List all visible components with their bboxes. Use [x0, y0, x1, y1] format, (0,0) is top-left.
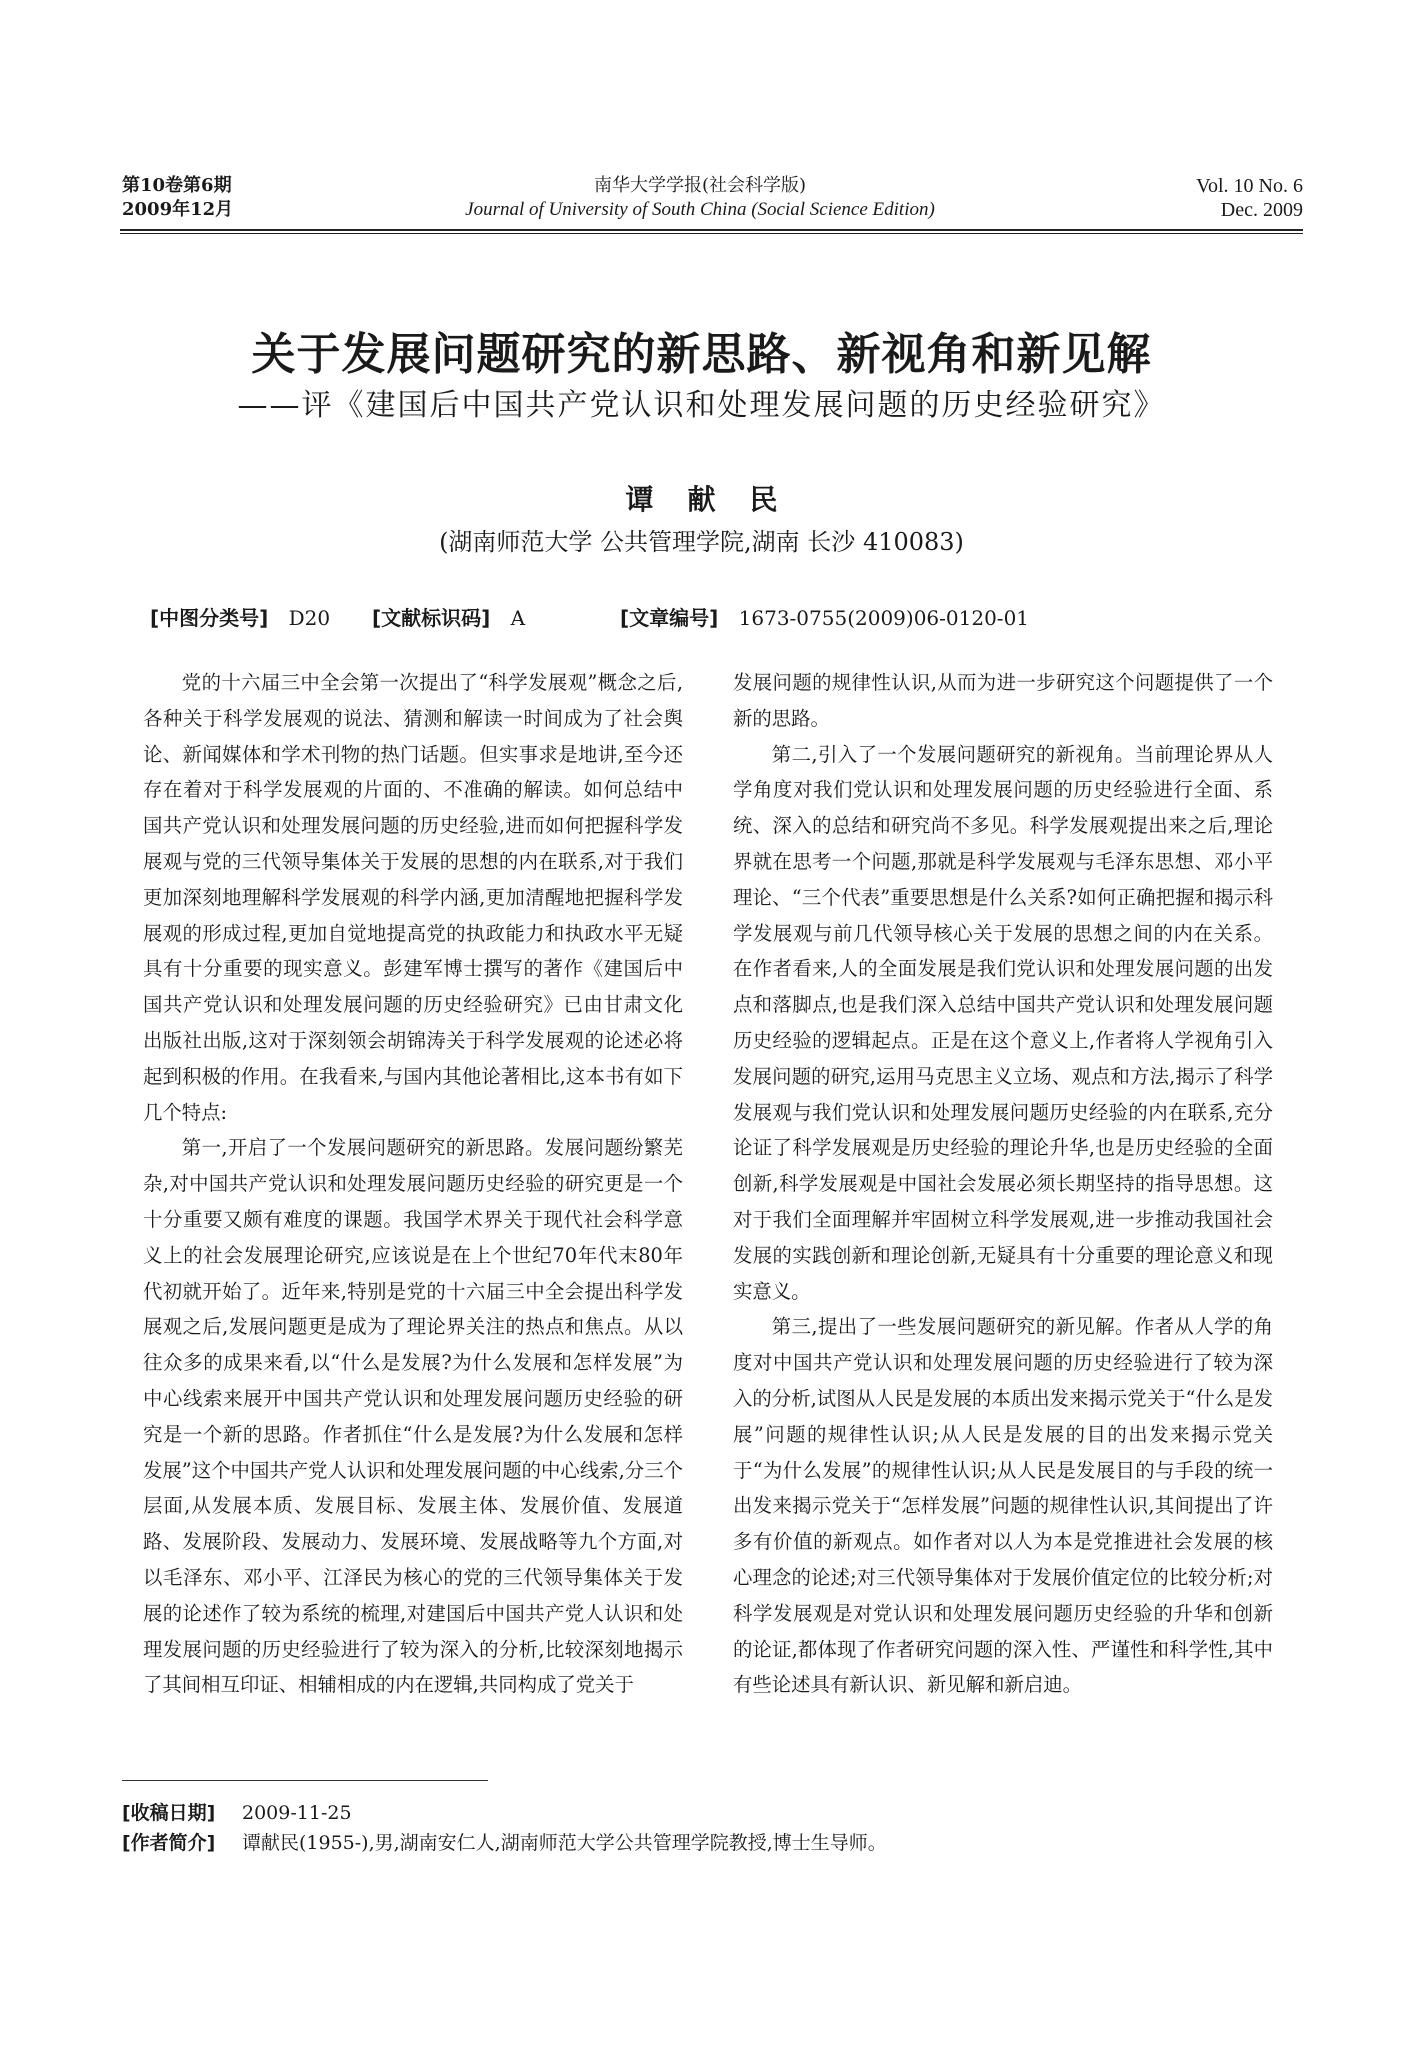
doc-value: A [510, 606, 526, 630]
paragraph: 发展问题的规律性认识,从而为进一步研究这个问题提供了一个新的思路。 [733, 671, 1273, 730]
running-header-right [1196, 174, 1303, 222]
document-code-meta [372, 602, 525, 631]
footnote-author-bio [122, 1830, 887, 1856]
volume-en: Vol. 10 No. 6 [1196, 175, 1303, 197]
article-number-meta [620, 602, 1029, 631]
running-header-left [122, 174, 233, 222]
class-value: D20 [288, 606, 331, 630]
body-column-left [143, 665, 683, 1703]
footnote-rule [122, 1780, 488, 1781]
article-no-value: 1673-0755(2009)06-0120-01 [738, 606, 1030, 630]
body-column-right [733, 665, 1273, 1703]
footnote-received [122, 1800, 352, 1826]
paragraph: 第三,提出了一些发展问题研究的新见解。作者从人学的角度对中国共产党认识和处理发展问题的历史经验进行了较为深入的分析,试图从人民是发展的本质出发来揭示党关于“什么是发展”问题的规律性认识;从人民是发展的目的出发来揭示党关于“为什么发展”的规律性认识;从人民是发展目的与手段的统一出发来揭示党关于“怎样发展”问题的规律性认识,其间提出了许多有价值的新观点。如作者对以人为本是党推进社会发展的核心理念的论述;对三代领导集体对于发展价值定位的比较分析;对科学发展观是对党认识和处理发展问题历史经验的升华和创新的论证,都体现了作者研究问题的深入性、严谨性和科学性,其中有些论述具有新认识、新见解和新启迪。 [733, 1315, 1273, 1697]
paragraph: 党的十六届三中全会第一次提出了“科学发展观”概念之后,各种关于科学发展观的说法、猜测和解读一时间成为了社会舆论、新闻媒体和学术刊物的热门话题。但实事求是地讲,至今还存在着对于科学发展观的片面的、不准确的解读。如何总结中国共产党认识和处理发展问题的历史经验,进而如何把握科学发展观与党的三代领导集体关于发展的思想的内在联系,对于我们更加深刻地理解科学发展观的科学内涵,更加清醒地把握科学发展观的形成过程,更加自觉地提高党的执政能力和执政水平无疑具有十分重要的现实意义。彭建军博士撰写的著作《建国后中国共产党认识和处理发展问题的历史经验研究》已由甘肃文化出版社出版,这对于深刻领会胡锦涛关于科学发展观的论述必将起到积极的作用。在我看来,与国内其他论著相比,这本书有如下几个特点: [143, 671, 683, 1124]
paragraph: 第一,开启了一个发展问题研究的新思路。发展问题纷繁芜杂,对中国共产党认识和处理发展问题历史经验的研究更是一个十分重要又颇有难度的课题。我国学术界关于现代社会科学意义上的社会发展理论研究,应该说是在上个世纪70年代末80年代初就开始了。近年来,特别是党的十六届三中全会提出科学发展观之后,发展问题更是成为了理论界关注的热点和焦点。从以往众多的成果来看,以“什么是发展?为什么发展和怎样发展”为中心线索来展开中国共产党认识和处理发展问题历史经验的研究是一个新的思路。作者抓住“什么是发展?为什么发展和怎样发展”这个中国共产党人认识和处理发展问题的中心线索,分三个层面,从发展本质、发展目标、发展主体、发展价值、发展道路、发展阶段、发展动力、发展环境、发展战略等九个方面,对以毛泽东、邓小平、江泽民为核心的党的三代领导集体关于发展的论述作了较为系统的梳理,对建国后中国共产党人认识和处理发展问题的历史经验进行了较为深入的分析,比较深刻地揭示了其间相互印证、相辅相成的内在逻辑,共同构成了党关于 [143, 1136, 683, 1697]
article-no-label: [文章编号] [620, 606, 719, 630]
issue-date-en: Dec. 2009 [1220, 199, 1303, 221]
class-label: [中图分类号] [150, 606, 269, 630]
author-name: 谭献民 [625, 483, 812, 516]
author-bio-label: [作者简介] [122, 1832, 216, 1854]
article-subtitle: ——评《建国后中国共产党认识和处理发展问题的历史经验研究》 [237, 388, 1166, 423]
header-rule-thin [120, 233, 1303, 234]
paragraph: 第二,引入了一个发展问题研究的新视角。当前理论界从人学角度对我们党认识和处理发展问题的历史经验进行全面、系统、深入的总结和研究尚不多见。科学发展观提出来之后,理论界就在思考一个问题,那就是科学发展观与毛泽东思想、邓小平理论、“三个代表”重要思想是什么关系?如何正确把握和揭示科学发展观与前几代领导核心关于发展的思想之间的内在关系。在作者看来,人的全面发展是我们党认识和处理发展问题的出发点和落脚点,也是我们深入总结中国共产党认识和处理发展问题历史经验的逻辑起点。正是在这个意义上,作者将人学视角引入发展问题的研究,运用马克思主义立场、观点和方法,揭示了科学发展观与我们党认识和处理发展问题历史经验的内在联系,充分论证了科学发展观是历史经验的理论升华,也是历史经验的全面创新,科学发展观是中国社会发展必须长期坚持的指导思想。这对于我们全面理解并牢固树立科学发展观,进一步推动我国社会发展的实践创新和理论创新,无疑具有十分重要的理论意义和现实意义。 [733, 742, 1273, 1303]
issue-date-cn: 2009年12月 [122, 199, 234, 220]
volume-issue: 第10卷第6期 [122, 175, 232, 196]
author-bio-value: 谭献民(1955-),男,湖南安仁人,湖南师范大学公共管理学院教授,博士生导师。 [242, 1832, 887, 1854]
author-affiliation: (湖南师范大学 公共管理学院,湖南 长沙 410083) [439, 528, 964, 556]
journal-name-en: Journal of University of South China (Social Science Edition) [465, 199, 935, 220]
journal-name-cn: 南华大学学报(社会科学版) [593, 175, 807, 196]
received-value: 2009-11-25 [242, 1802, 352, 1824]
running-header-center [330, 174, 1070, 222]
article-title: 关于发展问题研究的新思路、新视角和新见解 [251, 329, 1152, 380]
doc-label: [文献标识码] [372, 606, 491, 630]
classification-meta [150, 602, 330, 631]
header-rule [120, 229, 1303, 231]
received-label: [收稿日期] [122, 1802, 216, 1824]
